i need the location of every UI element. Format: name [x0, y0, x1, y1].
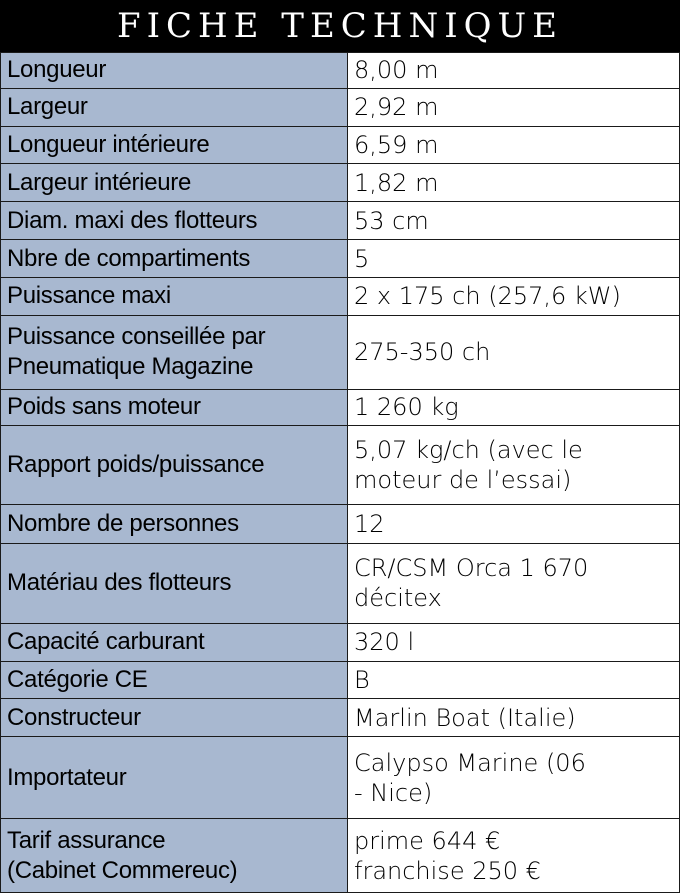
row-value: 6,59 m: [348, 126, 680, 164]
row-label: Nombre de personnes: [1, 505, 348, 544]
row-value: Calypso Marine (06 - Nice): [348, 737, 680, 819]
row-value: B: [348, 661, 680, 699]
row-label: Capacité carburant: [1, 623, 348, 661]
table-row: [1, 278, 680, 316]
table-row: [1, 53, 680, 89]
row-label: Rapport poids/puissance: [1, 426, 348, 505]
row-value: 275-350 ch: [348, 315, 680, 389]
row-value: 12: [348, 505, 680, 544]
row-value: 53 cm: [348, 202, 680, 240]
row-value: prime 644 € franchise 250 €: [348, 819, 680, 893]
table-row: [1, 505, 680, 544]
table-row: [1, 544, 680, 624]
row-label: Importateur: [1, 737, 348, 819]
row-value: 1 260 kg: [348, 389, 680, 426]
row-value: 5,07 kg/ch (avec le moteur de l’essai): [348, 426, 680, 505]
table-row: [1, 623, 680, 661]
table-row: [1, 126, 680, 164]
row-value: 320 l: [348, 623, 680, 661]
row-label: Largeur: [1, 88, 348, 126]
table-row: [1, 389, 680, 426]
row-value: CR/CSM Orca 1 670 décitex: [348, 544, 680, 624]
row-label: Matériau des flotteurs: [1, 544, 348, 624]
row-label: Puissance maxi: [1, 278, 348, 316]
row-value: 8,00 m: [348, 53, 680, 89]
row-label: Longueur intérieure: [1, 126, 348, 164]
row-label: Largeur intérieure: [1, 164, 348, 202]
sheet-title: FICHE TECHNIQUE: [0, 0, 680, 52]
row-value: Marlin Boat (Italie): [348, 699, 680, 737]
table-row: [1, 661, 680, 699]
table-row: [1, 88, 680, 126]
table-row: [1, 699, 680, 737]
spec-table: [0, 52, 680, 893]
row-label: Puissance conseillée par Pneumatique Magazine: [1, 315, 348, 389]
table-row: [1, 315, 680, 389]
row-label: Longueur: [1, 53, 348, 89]
row-value: 5: [348, 240, 680, 278]
row-label: Nbre de compartiments: [1, 240, 348, 278]
row-label: Constructeur: [1, 699, 348, 737]
table-row: [1, 240, 680, 278]
row-value: 2 x 175 ch (257,6 kW): [348, 278, 680, 316]
table-row: [1, 202, 680, 240]
table-row: [1, 737, 680, 819]
table-row: [1, 819, 680, 893]
row-label: Tarif assurance (Cabinet Commereuc): [1, 819, 348, 893]
table-row: [1, 164, 680, 202]
row-value: 1,82 m: [348, 164, 680, 202]
row-label: Poids sans moteur: [1, 389, 348, 426]
row-value: 2,92 m: [348, 88, 680, 126]
table-row: [1, 426, 680, 505]
row-label: Catégorie CE: [1, 661, 348, 699]
row-label: Diam. maxi des flotteurs: [1, 202, 348, 240]
